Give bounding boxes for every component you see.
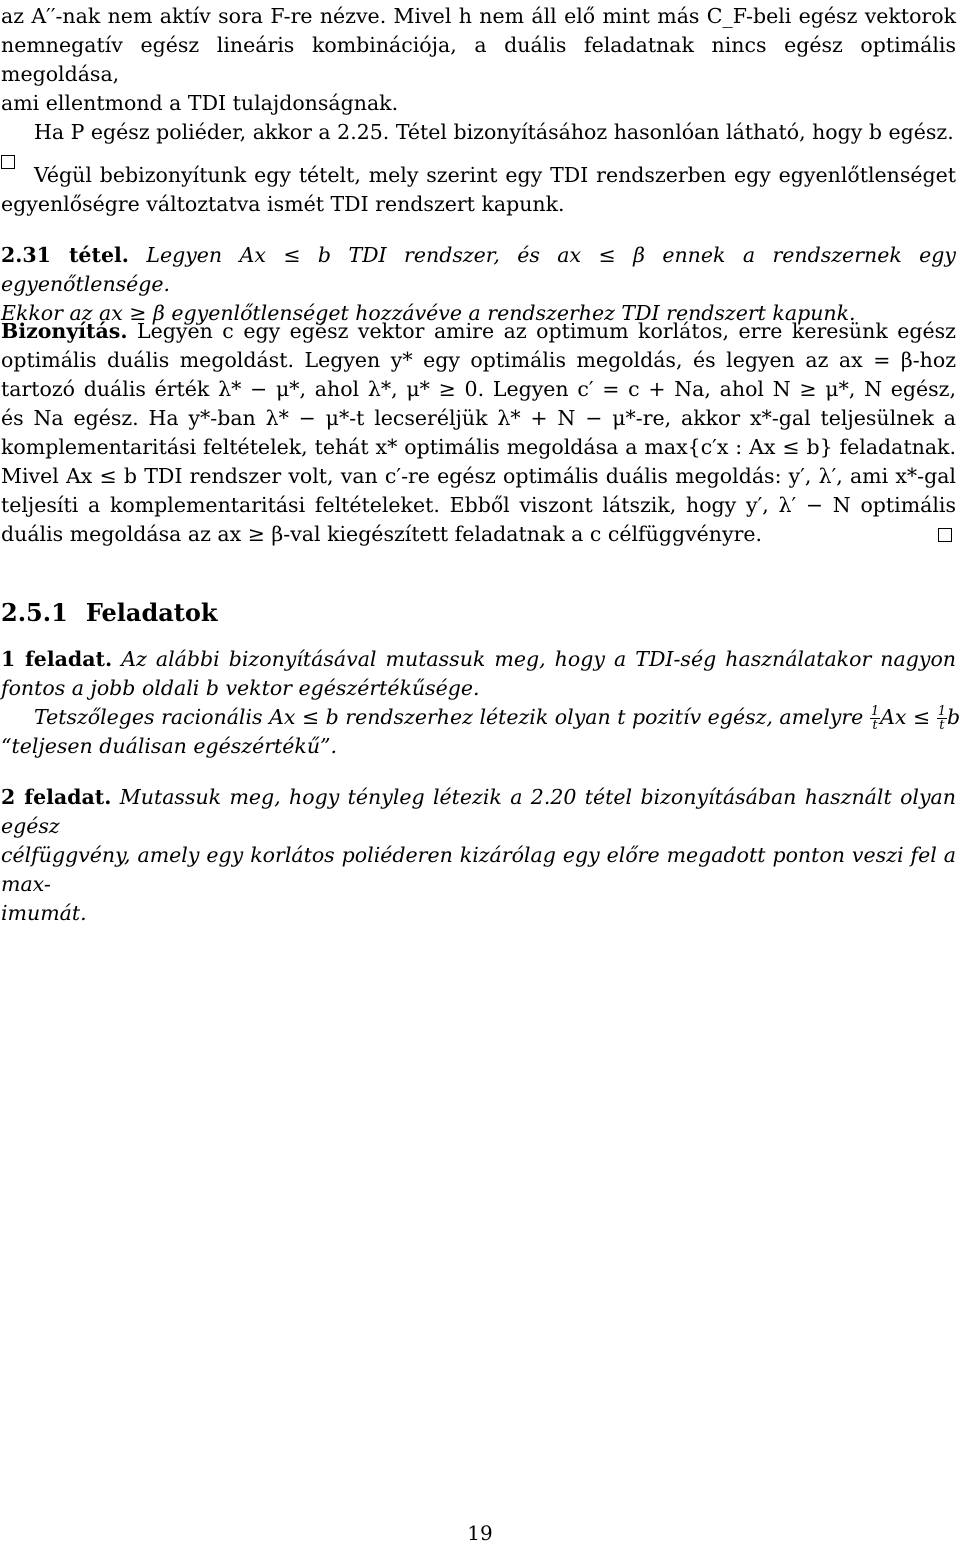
section-title: Feladatok xyxy=(85,598,218,627)
intro-paragraph xyxy=(1,2,956,176)
theorem-line-1: Legyen Ax ≤ b TDI rendszer, és ax ≤ β ennek a rendszernek egy egyenőtlensége. xyxy=(1,243,956,296)
exercise-2-label: 2 feladat. xyxy=(1,785,112,809)
exercise-1-line-4: “teljesen duálisan egészértékű”. xyxy=(1,734,338,758)
exercise-2-line-1: Mutassuk meg, hogy tényleg létezik a 2.20 tétel bizonyításában használt olyan egész xyxy=(1,785,956,838)
intro-line-2: nemnegatív egész lineáris kombinációja, a duális feladatnak nincs egész optimális megoldása, xyxy=(1,33,956,86)
proof-block xyxy=(1,317,956,549)
exercise-1-line-1: Az alábbi bizonyításával mutassuk meg, hogy a TDI-ség használatakor nagyon xyxy=(121,647,956,671)
exercise-1-label: 1 feladat. xyxy=(1,647,113,671)
qed-square-icon xyxy=(938,528,952,542)
fraction-one-over-t: $\frac{1}{t}$ xyxy=(870,704,880,733)
theorem-label: 2.31 tétel. xyxy=(1,243,129,267)
proof-line-8: duális megoldása az ax ≥ β-val kiegészített feladatnak a c célfüggvényre. xyxy=(1,522,763,546)
proof-line-3: tartozó duális érték λ* − μ*, ahol λ*, μ* ≥ 0. Legyen c′ = c + Na, ahol N ≥ μ*, N egész, xyxy=(1,377,956,401)
exercise-2 xyxy=(1,783,956,928)
exercise-1-line-3: Tetszőleges racionális Ax ≤ b rendszerhez létezik olyan t pozitív egész, amelyre $\frac{1}{t}$ Ax ≤ $\frac{1}{t}$ b xyxy=(34,704,960,733)
fraction-one-over-t: $\frac{1}{t}$ xyxy=(937,704,946,733)
proof-line-5: komplementaritási feltételek, tehát x* optimális megoldása a max{c′x : Ax ≤ b} feladatnak. xyxy=(1,435,956,459)
section-heading xyxy=(1,598,218,627)
proof-line-6: Mivel Ax ≤ b TDI rendszer volt, van c′-re egész optimális duális megoldás: y′, λ′, ami x*-gal xyxy=(1,464,956,488)
page-number: 19 xyxy=(467,1521,493,1545)
final-remark-paragraph xyxy=(1,161,956,219)
proof-line-2: optimális duális megoldást. Legyen y* egy optimális megoldás, és legyen az ax = β-hoz xyxy=(1,348,956,372)
proof-line-7: teljesíti a komplementaritási feltételeket. Ebből viszont látszik, hogy y′, λ′ − N optimális xyxy=(1,493,956,517)
exercise-1 xyxy=(1,645,960,761)
intro-line-4: Ha P egész poliéder, akkor a 2.25. Tétel bizonyításához hasonlóan látható, hogy b egész. xyxy=(34,120,954,144)
proof-line-4: és Na egész. Ha y*-ban λ* − μ*-t lecseréljük λ* + N − μ*-re, akkor x*-gal teljesülnek a xyxy=(1,406,956,430)
theorem-2-31 xyxy=(1,241,956,328)
intro-line-3: ami ellentmond a TDI tulajdonságnak. xyxy=(1,91,399,115)
exercise-2-line-3: imumát. xyxy=(1,901,87,925)
section-number: 2.5.1 xyxy=(1,598,68,627)
final-line-2: egyenlőségre változtatva ismét TDI rendszert kapunk. xyxy=(1,192,565,216)
proof-label: Bizonyítás. xyxy=(1,319,128,343)
exercise-1-line-2: fontos a jobb oldali b vektor egészértékűsége. xyxy=(1,676,480,700)
intro-line-1: az A′′-nak nem aktív sora F-re nézve. Mivel h nem áll elő mint más C_F-beli egész vektorok xyxy=(1,4,956,28)
exercise-2-line-2: célfüggvény, amely egy korlátos poliéderen kizárólag egy előre megadott ponton veszi fel a max- xyxy=(1,843,956,896)
theorem-line-2: Ekkor az ax ≥ β egyenlőtlenséget hozzávéve a rendszerhez TDI rendszert kapunk. xyxy=(1,301,856,325)
final-line-1: Végül bebizonyítunk egy tételt, mely szerint egy TDI rendszerben egy egyenlőtlenséget xyxy=(34,163,956,187)
proof-line-1: Legyen c egy egész vektor amire az optimum korlátos, erre keresünk egész xyxy=(137,319,956,343)
